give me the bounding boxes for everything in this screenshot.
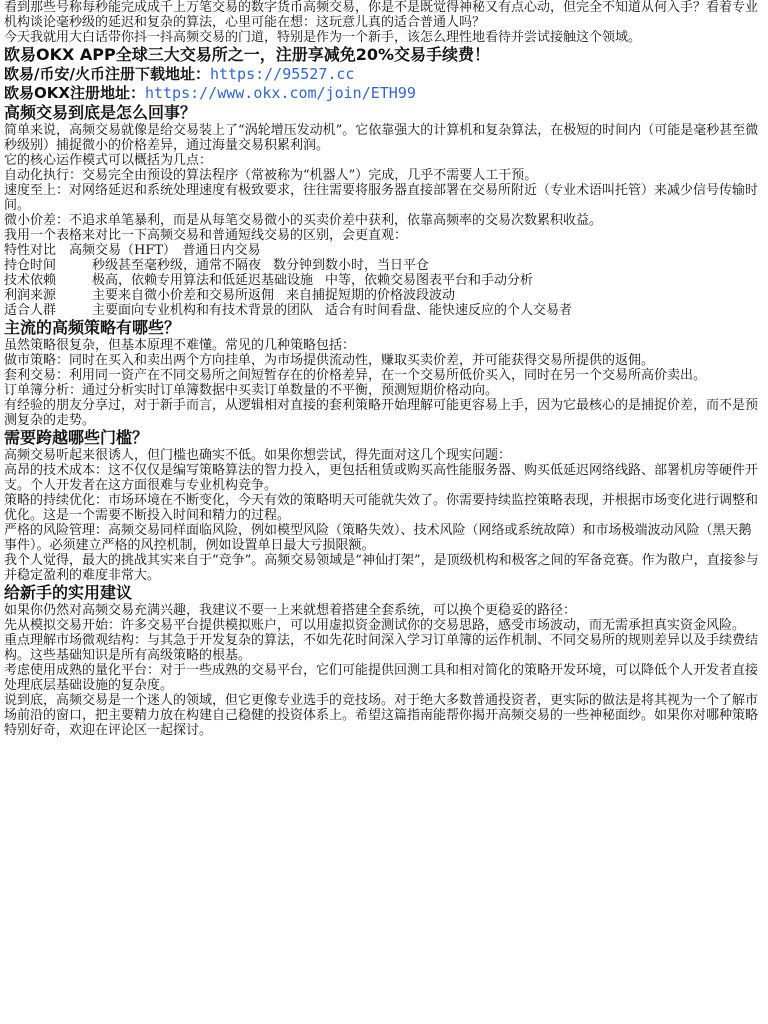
table-cell-normal: 来自捕捉短期的价格波段波动 — [286, 288, 456, 303]
intro-paragraph-1: 看到那些号称每秒能完成成千上万笔交易的数字货币高频交易，你是不是既觉得神秘又有点心动，但完全不知道从何入手？看着专业机构谈论毫秒级的延迟和复杂的算法，心里可能在想：这玩意儿真的适合普通人吗？ — [4, 0, 759, 30]
table-cell-hft: 秒级甚至毫秒级，通常不隔夜 — [92, 258, 262, 273]
section4-paragraph: 如果你仍然对高频交易充满兴趣，我建议不要一上来就想着搭建全套系统，可以换个更稳妥的路径： — [4, 603, 577, 618]
table-row — [4, 258, 764, 273]
table-cell-label: 持仓时间 — [4, 258, 57, 273]
section1-paragraph: 简单来说，高频交易就像是给交易装上了“涡轮增压发动机”。它依靠强大的计算机和复杂算法，在极短的时间内（可能是毫秒甚至微秒级别）捕捉微小的价格差异，通过海量交易积累利润。 — [4, 123, 759, 153]
comparison-table-header: 特性对比 高频交易（HFT） 普通日内交易 — [4, 243, 261, 258]
section-heading-strategies: 主流的高频策略有哪些？ — [4, 318, 181, 337]
table-cell-label: 技术依赖 — [4, 273, 57, 288]
section-heading-barriers: 需要跨越哪些门槛？ — [4, 428, 149, 447]
section2-paragraph: 订单簿分析：通过分析实时订单簿数据中买卖订单数量的不平衡，预测短期价格动向。 — [4, 383, 499, 398]
promo-link-line-2 — [4, 84, 764, 103]
table-row — [4, 273, 764, 288]
table-cell-hft: 极高，依赖专用算法和低延迟基础设施 — [92, 273, 314, 288]
promo-link-label-1: 欧易/币安/火币注册下载地址： — [4, 65, 210, 83]
table-cell-hft: 主要来自微小价差和交易所返佣 — [92, 288, 275, 303]
table-cell-normal: 中等，依赖交易图表平台和手动分析 — [325, 273, 534, 288]
section3-paragraph: 我个人觉得，最大的挑战其实来自于“竞争”。高频交易领域是“神仙打架”，是顶级机构和极客之间的军备竞赛。作为散户，直接参与并稳定盈利的难度非常大。 — [4, 553, 759, 583]
table-cell-label: 适合人群 — [4, 303, 57, 318]
promo-link-label-2: 欧易OKX注册地址： — [4, 84, 145, 102]
table-cell-hft: 主要面向专业机构和有技术背景的团队 — [92, 303, 314, 318]
section-heading-advice: 给新手的实用建议 — [4, 583, 133, 602]
section3-paragraph: 严格的风险管理：高频交易同样面临风险，例如模型风险（策略失效）、技术风险（网络或系统故障）和市场极端波动风险（黑天鹅事件）。必须建立严格的风控机制，例如设置单日最大亏损限额。 — [4, 523, 752, 553]
promo-link-2[interactable]: https://www.okx.com/join/ETH99 — [144, 84, 416, 102]
section4-paragraph: 考虑使用成熟的量化平台：对于一些成熟的交易平台，它们可能提供回测工具和相对简化的策略开发环境，可以降低个人开发者直接处理底层基础设施的复杂度。 — [4, 663, 759, 693]
table-cell-normal: 适合有时间看盘、能快速反应的个人交易者 — [325, 303, 573, 318]
section2-paragraph: 有经验的朋友分享过，对于新手而言，从逻辑相对直接的套利策略开始理解可能更容易上手，因为它最核心的是捕捉价差，而不是预测复杂的走势。 — [4, 398, 759, 428]
section4-paragraph: 说到底，高频交易是一个迷人的领域，但它更像专业选手的竞技场。对于绝大多数普通投资者，更实际的做法是将其视为一个了解市场前沿的窗口，把主要精力放在构建自己稳健的投资体系上。希望这篇指南能帮你揭开高频交易的一些神秘面纱。如果你对哪种策略特别好奇，欢迎在评论区一起探讨。 — [4, 693, 759, 738]
promo-link-1[interactable]: https://95527.cc — [209, 65, 355, 83]
table-row — [4, 288, 764, 303]
section1-paragraph: 它的核心运作模式可以概括为几点： — [4, 153, 213, 168]
section1-paragraph: 我用一个表格来对比一下高频交易和普通短线交易的区别，会更直观： — [4, 228, 408, 243]
table-row — [4, 303, 764, 318]
table-cell-normal: 数分钟到数小时，当日平仓 — [273, 258, 430, 273]
section3-paragraph: 高昂的技术成本：这不仅仅是编写策略算法的智力投入，更包括租赁或购买高性能服务器、购买低延迟网络线路、部署机房等硬件开支。个人开发者在这方面很难与专业机构竞争。 — [4, 463, 759, 493]
section2-paragraph: 做市策略：同时在买入和卖出两个方向挂单，为市场提供流动性，赚取买卖价差，并可能获得交易所提供的返佣。 — [4, 353, 655, 368]
section3-paragraph: 策略的持续优化：市场环境在不断变化，今天有效的策略明天可能就失效了。你需要持续监控策略表现，并根据市场变化进行调整和优化。这是一个需要不断投入时间和精力的过程。 — [4, 493, 759, 523]
section1-paragraph: 自动化执行：交易完全由预设的算法程序（常被称为“机器人”）完成，几乎不需要人工干预。 — [4, 168, 538, 183]
section3-paragraph: 高频交易听起来很诱人，但门槛也确实不低。如果你想尝试，得先面对这几个现实问题： — [4, 448, 512, 463]
section2-paragraph: 虽然策略很复杂，但基本原理不难懂。常见的几种策略包括： — [4, 338, 356, 353]
promo-link-line-1 — [4, 65, 764, 84]
section1-paragraph: 微小价差：不追求单笔暴利，而是从每笔交易微小的买卖价差中获利，依靠高频率的交易次数累积收益。 — [4, 213, 603, 228]
section1-paragraph: 速度至上：对网络延迟和系统处理速度有极致要求，往往需要将服务器直接部署在交易所附近（专业术语叫托管）来减少信号传输时间。 — [4, 183, 759, 213]
promo-headline: 欧易OKX APP全球三大交易所之一，注册享减免20%交易手续费！ — [4, 45, 491, 64]
table-cell-label: 利润来源 — [4, 288, 57, 303]
section4-paragraph: 先从模拟交易开始：许多交易平台提供模拟账户，可以用虚拟资金测试你的交易思路，感受市场波动，而无需承担真实资金风险。 — [4, 618, 746, 633]
section2-paragraph: 套利交易：利用同一资产在不同交易所之间短暂存在的价格差异，在一个交易所低价买入，同时在另一个交易所高价卖出。 — [4, 368, 707, 383]
intro-paragraph-2: 今天我就用大白话带你抖一抖高频交易的门道，特别是作为一个新手，该怎么理性地看待并尝试接触这个领域。 — [4, 30, 642, 45]
section-heading-what-is-hft: 高频交易到底是怎么回事？ — [4, 103, 197, 122]
section4-paragraph: 重点理解市场微观结构：与其急于开发复杂的算法，不如先花时间深入学习订单簿的运作机制、不同交易所的规则差异以及手续费结构。这些基础知识是所有高级策略的根基。 — [4, 633, 759, 663]
